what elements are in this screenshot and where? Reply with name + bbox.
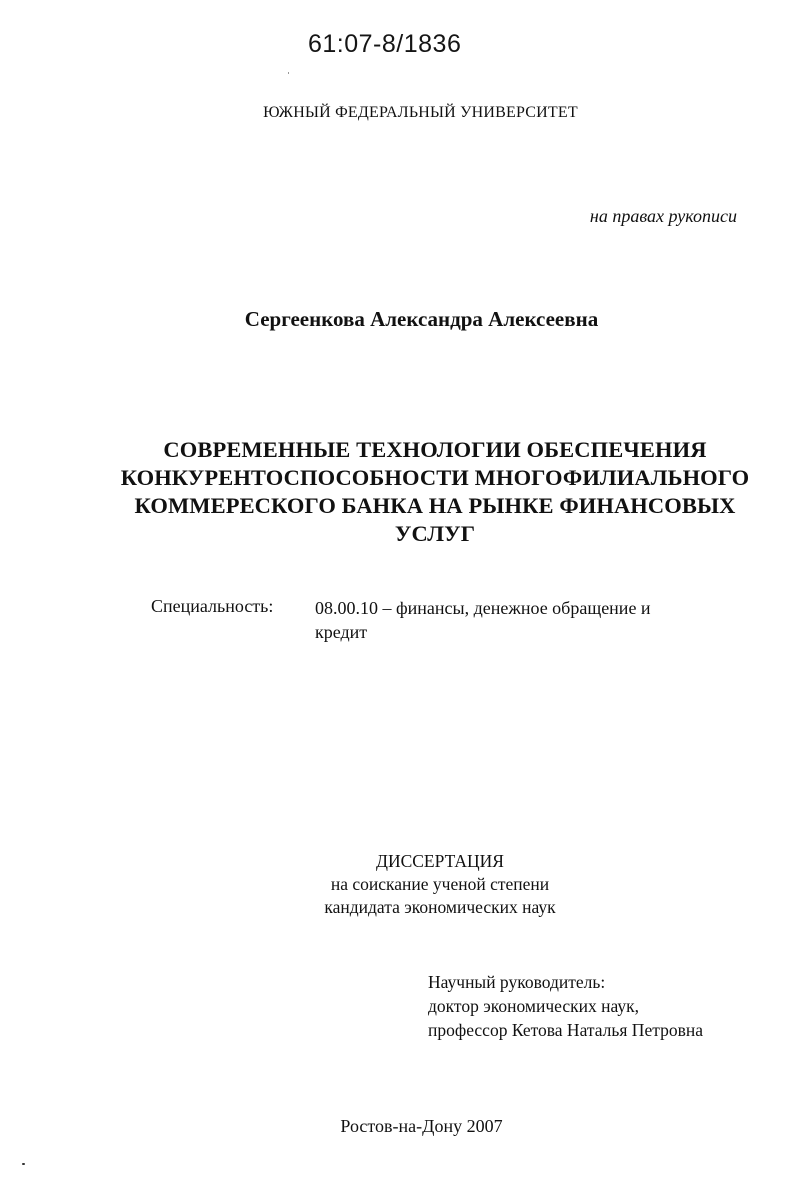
degree-line: ДИССЕРТАЦИЯ <box>376 851 504 871</box>
author-name: Сергеенкова Александра Алексеевна <box>244 307 599 331</box>
title-line: СОВРЕМЕННЫЕ ТЕХНОЛОГИИ ОБЕСПЕЧЕНИЯ <box>163 437 707 462</box>
city-year: Ростов-на-Дону 2007 <box>340 1116 503 1136</box>
specialty-label: Специальность: <box>151 596 274 616</box>
title-line: УСЛУГ <box>394 521 476 546</box>
supervisor-line: доктор экономических наук, <box>428 996 639 1016</box>
dissertation-title <box>100 436 770 548</box>
library-stamp-number: 61:07-8/1836 <box>308 30 462 58</box>
specialty-value-line: кредит <box>315 622 368 642</box>
scan-speck <box>22 1163 25 1165</box>
specialty-value-line: 08.00.10 – финансы, денежное обращение и <box>315 598 651 618</box>
scan-speck <box>288 72 289 74</box>
supervisor-line: Научный руководитель: <box>428 972 606 992</box>
dissertation-degree-block <box>280 850 600 919</box>
specialty-value <box>315 596 651 644</box>
supervisor-line: профессор Кетова Наталья Петровна <box>428 1020 703 1040</box>
degree-line: кандидата экономических наук <box>324 897 556 917</box>
degree-line: на соискание ученой степени <box>330 874 550 894</box>
title-line: КОНКУРЕНТОСПОСОБНОСТИ МНОГОФИЛИАЛЬНОГО <box>120 465 750 490</box>
manuscript-rights-note: на правах рукописи <box>589 206 737 226</box>
university-name: ЮЖНЫЙ ФЕДЕРАЛЬНЫЙ УНИВЕРСИТЕТ <box>263 104 578 121</box>
title-line: КОММЕРЕСКОГО БАНКА НА РЫНКЕ ФИНАНСОВЫХ <box>134 493 736 518</box>
supervisor-block <box>428 970 703 1042</box>
